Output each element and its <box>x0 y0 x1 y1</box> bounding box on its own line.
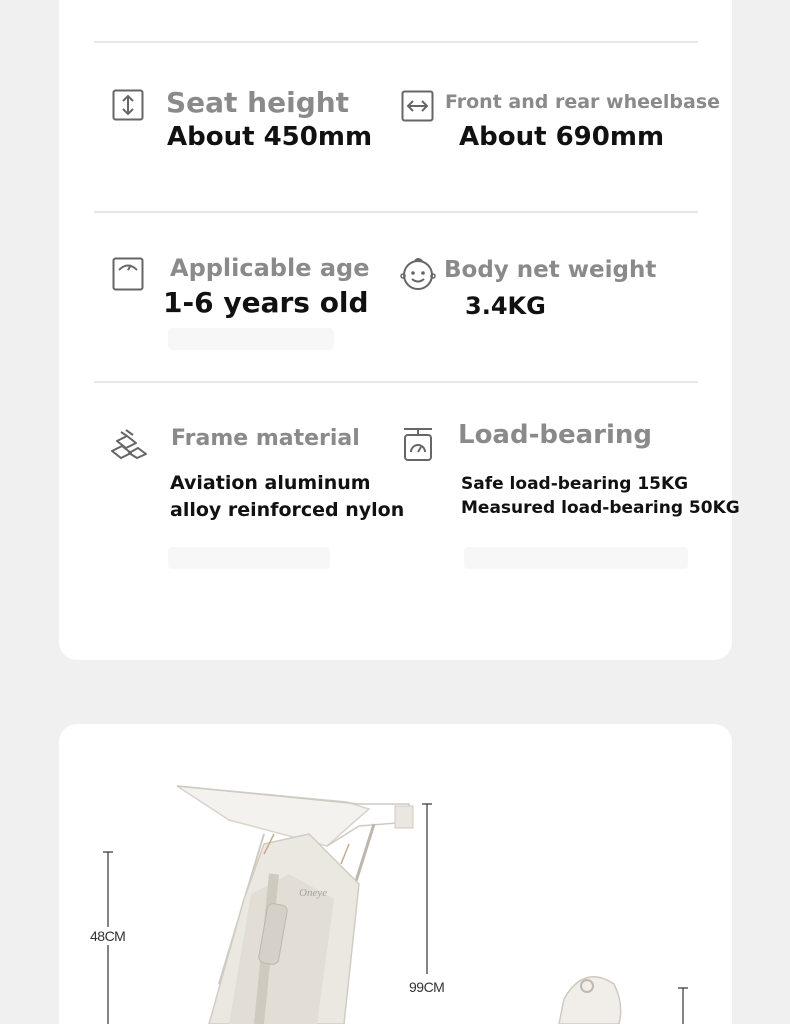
frame-value-line1: Aviation aluminum <box>170 472 371 494</box>
load-value <box>461 472 740 520</box>
scale-icon <box>112 257 144 291</box>
vertical-arrows-icon <box>112 89 144 121</box>
baby-face-icon <box>400 256 436 292</box>
seat-height-value: About 450mm <box>167 122 373 152</box>
divider <box>94 41 698 43</box>
dimensions-card <box>59 724 732 1024</box>
divider <box>94 381 698 383</box>
frame-label: Frame material <box>171 426 360 451</box>
faded-text <box>168 328 334 350</box>
seat-height-dimension: 48CM <box>90 928 126 944</box>
wheelbase-value: About 690mm <box>459 122 665 152</box>
age-label: Applicable age <box>170 254 370 282</box>
load-value-line2: Measured load-bearing 50KG <box>461 498 740 518</box>
stroller-illustration <box>59 724 732 1024</box>
metal-bars-icon <box>109 427 149 461</box>
faded-text <box>168 547 330 569</box>
load-value-line1: Safe load-bearing 15KG <box>461 474 689 494</box>
brand-logo-text: Oneye <box>299 887 328 899</box>
wheelbase-label: Front and rear wheelbase <box>445 91 721 113</box>
horizontal-arrows-icon <box>401 90 434 122</box>
frame-value <box>170 470 404 524</box>
total-height-dimension: 99CM <box>409 979 445 995</box>
hanging-scale-icon <box>401 426 435 462</box>
age-value: 1-6 years old <box>163 286 369 319</box>
divider <box>94 211 698 213</box>
seat-height-label: Seat height <box>166 86 350 119</box>
weight-value: 3.4KG <box>465 292 546 320</box>
weight-label: Body net weight <box>444 257 657 283</box>
faded-text <box>464 547 688 569</box>
load-label: Load-bearing <box>458 420 653 450</box>
frame-value-line2: alloy reinforced nylon <box>170 499 405 521</box>
